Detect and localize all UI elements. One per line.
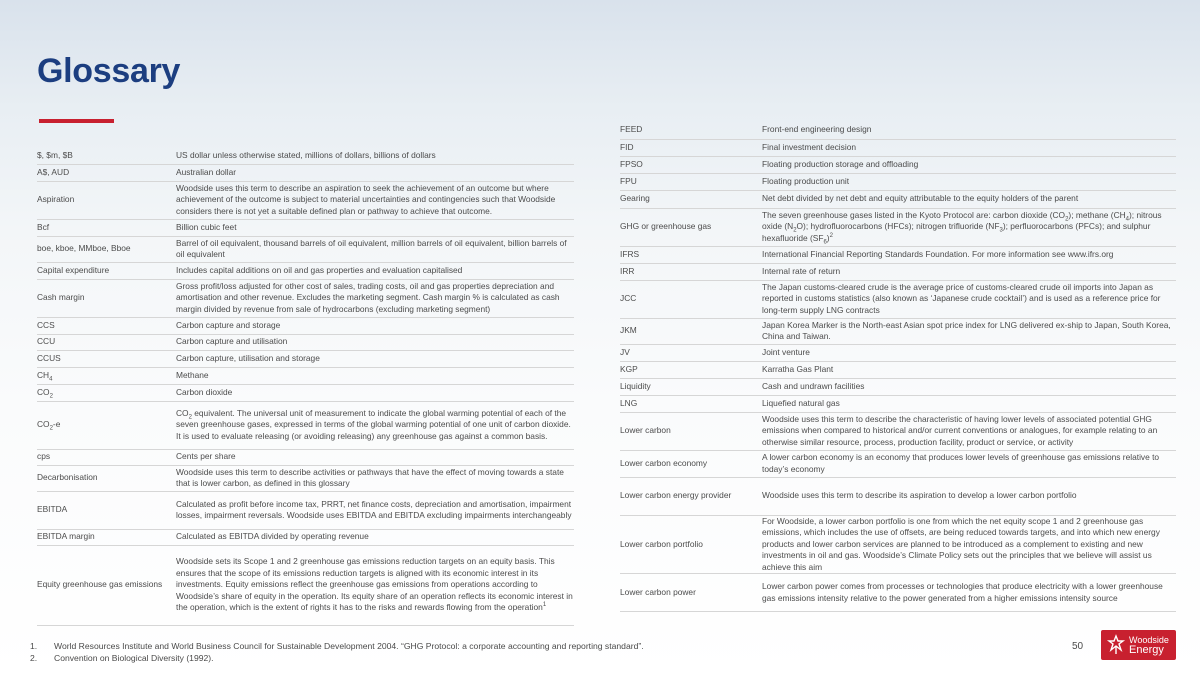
glossary-row xyxy=(620,477,1176,515)
glossary-term: JKM xyxy=(620,318,762,344)
footnote-number: 1. xyxy=(30,641,38,651)
glossary-definition: Carbon dioxide xyxy=(176,384,574,401)
glossary-term: EBITDA xyxy=(37,491,176,529)
glossary-table-right xyxy=(620,121,1176,612)
glossary-row xyxy=(37,317,574,334)
glossary-term: JV xyxy=(620,344,762,361)
glossary-definition: The seven greenhouse gases listed in the Kyoto Protocol are: carbon dioxide $(CO_2)$; methane $(CH_4)$; nitrous oxide $(N_2O)$; hydrofluorocarbons (HFCs); nitrogen trifluoride $(NF_3)$; perfluorocarbons (PFCs); and sulphur hexafluoride $(SF_6)^2$ xyxy=(762,208,1176,246)
glossary-term: KGP xyxy=(620,361,762,378)
glossary-row xyxy=(37,491,574,529)
glossary-row xyxy=(620,515,1176,574)
glossary-definition: A lower carbon economy is an economy that produces lower levels of greenhouse gas emissions relative to today’s economy xyxy=(762,450,1176,477)
glossary-term: A$, AUD xyxy=(37,164,176,181)
glossary-term: Lower carbon portfolio xyxy=(620,515,762,574)
glossary-definition: Internal rate of return xyxy=(762,263,1176,280)
glossary-term: $CO_2-e$ xyxy=(37,401,176,449)
glossary-definition: Final investment decision xyxy=(762,139,1176,156)
title-underline xyxy=(39,119,114,123)
glossary-term: Bcf xyxy=(37,219,176,236)
glossary-row xyxy=(37,449,574,465)
glossary-definition: Liquefied natural gas xyxy=(762,395,1176,412)
glossary-term: cps xyxy=(37,449,176,465)
logo-text-line2: Energy xyxy=(1129,643,1164,656)
page-title: Glossary xyxy=(37,52,181,90)
glossary-term: CCS xyxy=(37,317,176,334)
glossary-term: IRR xyxy=(620,263,762,280)
glossary-row xyxy=(620,173,1176,190)
glossary-term: JCC xyxy=(620,280,762,318)
glossary-definition: Billion cubic feet xyxy=(176,219,574,236)
glossary-definition: Lower carbon power comes from processes or technologies that produce electricity with a lower greenhouse gas emissions intensity relative to the power generated from a higher emissions intensity source xyxy=(762,574,1176,612)
glossary-definition: Cash and undrawn facilities xyxy=(762,378,1176,395)
glossary-row xyxy=(620,574,1176,612)
footnote xyxy=(30,641,644,651)
glossary-definition: Calculated as EBITDA divided by operating revenue xyxy=(176,529,574,545)
glossary-definition: Cents per share xyxy=(176,449,574,465)
glossary-row xyxy=(620,318,1176,344)
glossary-term: Lower carbon energy provider xyxy=(620,477,762,515)
glossary-term: IFRS xyxy=(620,246,762,263)
glossary-definition: Gross profit/loss adjusted for other cost of sales, trading costs, oil and gas properties depreciation and amortisation and other revenue. Excludes the marketing segment. Cash margin % is calculated as cash margin divided by revenue from sale of hydrocarbons (excluding marketing segment) xyxy=(176,279,574,317)
glossary-term: Gearing xyxy=(620,190,762,208)
glossary-table-left xyxy=(37,147,574,626)
glossary-term: EBITDA margin xyxy=(37,529,176,545)
glossary-row xyxy=(37,401,574,449)
glossary-definition: Woodside uses this term to describe an aspiration to seek the achievement of an outcome but where achievement of the outcome is subject to material uncertainties and contingencies such that Woodside considers there is not yet a suitable defined plan or pathway to achieve that outcome. xyxy=(176,181,574,219)
glossary-row xyxy=(620,190,1176,208)
glossary-term: CCUS xyxy=(37,350,176,367)
logo-text-line1: Woodside xyxy=(1129,634,1169,645)
glossary-term: $CO_2$ xyxy=(37,384,176,401)
glossary-row xyxy=(37,262,574,279)
glossary-definition: The Japan customs-cleared crude is the average price of customs-cleared crude oil imports into Japan as reported in customs statistics (also known as ‘Japanese crude cocktail’) and is used as a reference price for long-term supply LNG contracts xyxy=(762,280,1176,318)
glossary-row xyxy=(37,465,574,491)
page-number: 50 xyxy=(1072,641,1084,652)
woodside-energy-logo xyxy=(1101,630,1176,660)
glossary-definition: Karratha Gas Plant xyxy=(762,361,1176,378)
glossary-row xyxy=(37,164,574,181)
glossary-definition: Floating production unit xyxy=(762,173,1176,190)
glossary-row xyxy=(37,236,574,262)
glossary-definition: Woodside sets its Scope 1 and 2 greenhouse gas emissions reduction targets on an equity basis. This ensures that the scope of its emissions reduction targets is aligned with its economic interest in its investments. Equity emissions reflect the greenhouse gas emissions from operations according to Woodside’s share of equity in the operation. Its equity share of an operation reflects its economic interest in the operation, which is the extent of rights it has to the risks and rewards flowing from the operation$^1$ xyxy=(176,545,574,625)
glossary-row xyxy=(620,263,1176,280)
glossary-definition: Methane xyxy=(176,367,574,384)
glossary-term: LNG xyxy=(620,395,762,412)
glossary-row xyxy=(620,378,1176,395)
glossary-row xyxy=(620,280,1176,318)
glossary-term: FID xyxy=(620,139,762,156)
glossary-definition: Carbon capture and utilisation xyxy=(176,334,574,350)
glossary-row xyxy=(620,208,1176,246)
glossary-term: Cash margin xyxy=(37,279,176,317)
glossary-term: FEED xyxy=(620,121,762,139)
glossary-definition: Floating production storage and offloading xyxy=(762,156,1176,173)
glossary-term: Decarbonisation xyxy=(37,465,176,491)
glossary-term: Capital expenditure xyxy=(37,262,176,279)
glossary-definition: Joint venture xyxy=(762,344,1176,361)
glossary-term: boe, kboe, MMboe, Bboe xyxy=(37,236,176,262)
glossary-row xyxy=(37,219,574,236)
glossary-term: Liquidity xyxy=(620,378,762,395)
glossary-definition: Net debt divided by net debt and equity attributable to the equity holders of the parent xyxy=(762,190,1176,208)
glossary-definition: Includes capital additions on oil and gas properties and evaluation capitalised xyxy=(176,262,574,279)
glossary-definition: Woodside uses this term to describe its aspiration to develop a lower carbon portfolio xyxy=(762,477,1176,515)
glossary-row xyxy=(37,545,574,625)
glossary-definition: For Woodside, a lower carbon portfolio is one from which the net equity scope 1 and 2 greenhouse gas emissions, which includes the use of offsets, are being reduced towards targets, and into which new energy products and lower carbon services are planned to be introduced as a complement to existing and new investments in oil and gas. Woodside’s Climate Policy sets out the principles that we believe will assist us achieve this aim xyxy=(762,515,1176,574)
glossary-row xyxy=(620,121,1176,139)
glossary-definition: Front-end engineering design xyxy=(762,121,1176,139)
glossary-definition: Woodside uses this term to describe the characteristic of having lower levels of associated potential GHG emissions when compared to historical and/or current conventions or analogues, for example relating to an otherwise similar resource, process, production facility, product or service, or activity xyxy=(762,412,1176,450)
footnote-text: World Resources Institute and World Business Council for Sustainable Development 2004. “GHG Protocol: a corporate accounting and reporting standard”. xyxy=(54,641,644,651)
glossary-term: GHG or greenhouse gas xyxy=(620,208,762,246)
glossary-row xyxy=(620,246,1176,263)
glossary-definition: Calculated as profit before income tax, PRRT, net finance costs, depreciation and amortisation, impairment losses, impairment reversals. Woodside uses EBITDA and EBITDA excluding impairments interchangeably xyxy=(176,491,574,529)
footnote-number: 2. xyxy=(30,653,38,663)
glossary-row xyxy=(37,529,574,545)
glossary-row xyxy=(620,139,1176,156)
footnote xyxy=(30,653,214,663)
glossary-definition: Carbon capture and storage xyxy=(176,317,574,334)
glossary-definition: International Financial Reporting Standards Foundation. For more information see www.ifrs.org xyxy=(762,246,1176,263)
glossary-row xyxy=(37,350,574,367)
glossary-definition: Barrel of oil equivalent, thousand barrels of oil equivalent, million barrels of oil equivalent, billion barrels of oil equivalent xyxy=(176,236,574,262)
glossary-row xyxy=(620,361,1176,378)
glossary-row xyxy=(620,412,1176,450)
glossary-definition: $CO_2$ equivalent. The universal unit of measurement to indicate the global warming potential of each of the seven greenhouse gases, expressed in terms of the global warming potential of one unit of carbon dioxide. It is used to evaluate releasing (or avoiding releasing) any greenhouse gas against a common basis. xyxy=(176,401,574,449)
glossary-definition: Woodside uses this term to describe activities or pathways that have the effect of moving towards a state that is lower carbon, as defined in this glossary xyxy=(176,465,574,491)
footnote-text: Convention on Biological Diversity (1992). xyxy=(54,653,214,663)
glossary-row xyxy=(37,181,574,219)
glossary-term: $, $m, $B xyxy=(37,147,176,164)
glossary-row xyxy=(620,344,1176,361)
glossary-term: $CH_4$ xyxy=(37,367,176,384)
glossary-row xyxy=(620,395,1176,412)
glossary-term: Equity greenhouse gas emissions xyxy=(37,545,176,625)
glossary-row xyxy=(37,384,574,401)
glossary-term: Lower carbon power xyxy=(620,574,762,612)
glossary-term: FPSO xyxy=(620,156,762,173)
glossary-row xyxy=(620,450,1176,477)
glossary-term: FPU xyxy=(620,173,762,190)
glossary-row xyxy=(37,334,574,350)
glossary-row xyxy=(620,156,1176,173)
glossary-row xyxy=(37,367,574,384)
glossary-term: CCU xyxy=(37,334,176,350)
glossary-term: Lower carbon xyxy=(620,412,762,450)
glossary-row xyxy=(37,279,574,317)
glossary-row xyxy=(37,147,574,164)
woodside-mark-icon xyxy=(1106,634,1126,656)
glossary-term: Lower carbon economy xyxy=(620,450,762,477)
glossary-definition: US dollar unless otherwise stated, millions of dollars, billions of dollars xyxy=(176,147,574,164)
glossary-definition: Carbon capture, utilisation and storage xyxy=(176,350,574,367)
glossary-definition: Japan Korea Marker is the North-east Asian spot price index for LNG delivered ex-ship to Japan, South Korea, China and Taiwan. xyxy=(762,318,1176,344)
glossary-definition: Australian dollar xyxy=(176,164,574,181)
glossary-term: Aspiration xyxy=(37,181,176,219)
